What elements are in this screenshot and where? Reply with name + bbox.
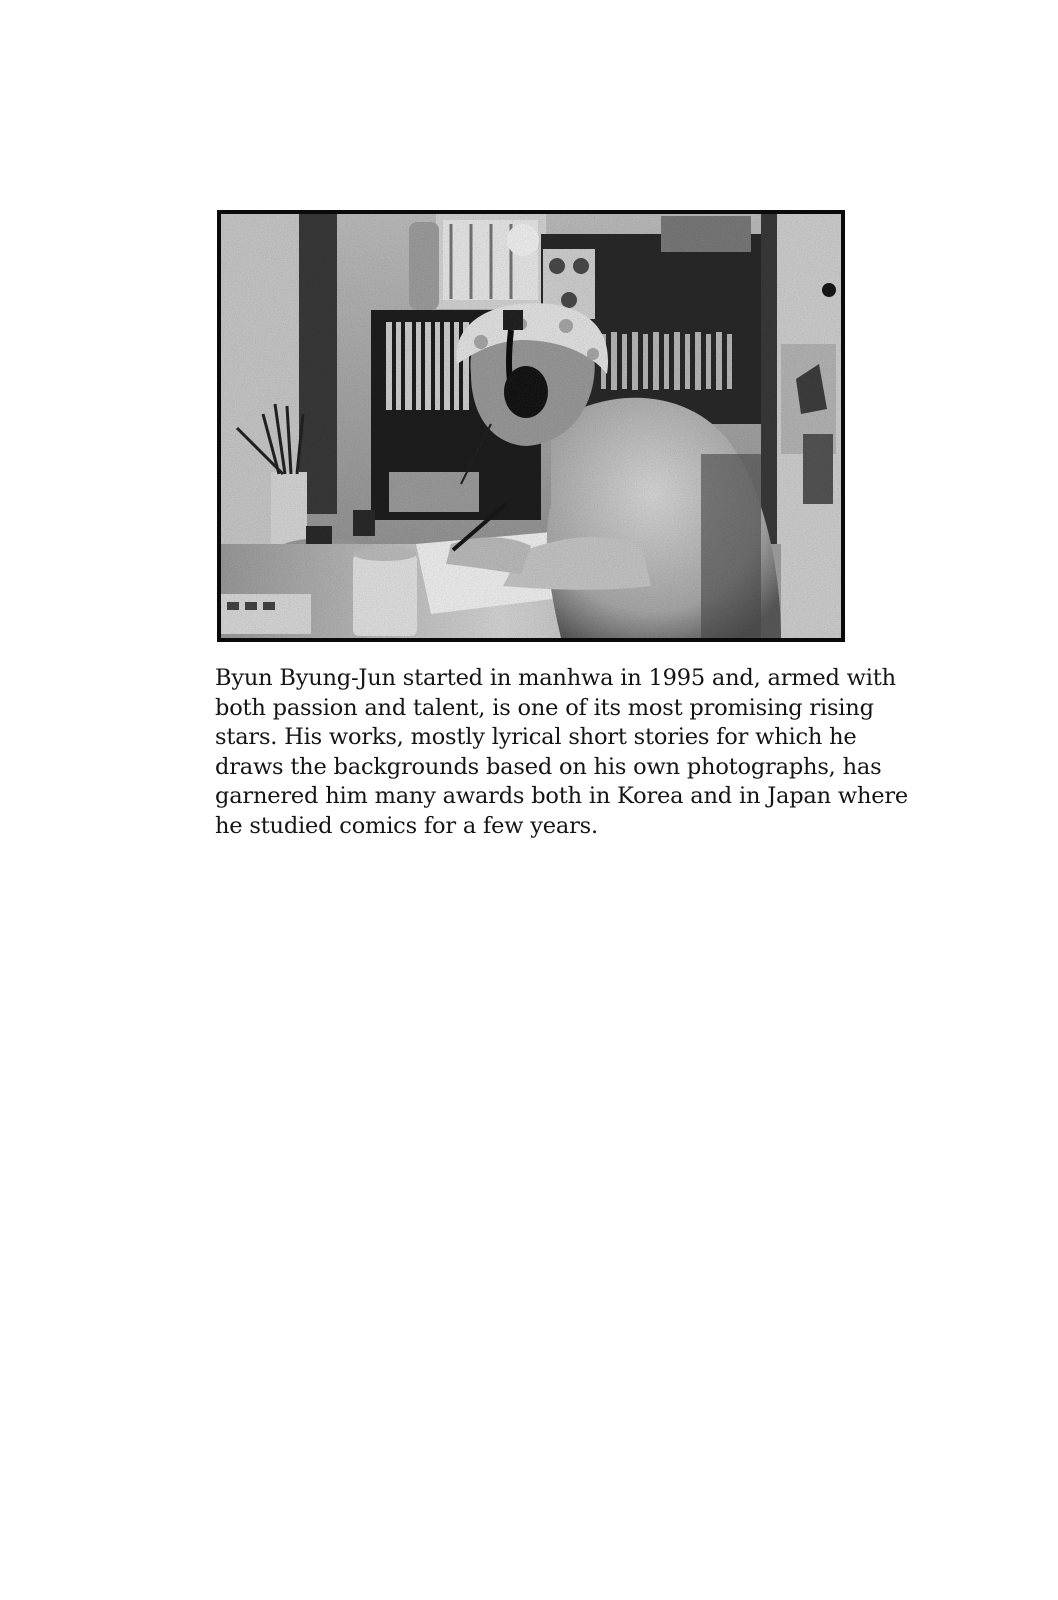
author-photo <box>217 210 845 642</box>
author-bio-caption <box>215 664 909 841</box>
caption-line: both passion and talent, is one of its most promising rising <box>215 694 874 721</box>
caption-line: draws the backgrounds based on his own photographs, has <box>215 753 882 780</box>
author-photo-image <box>221 214 841 638</box>
caption-line: garnered him many awards both in Korea and in Japan where <box>215 783 909 809</box>
caption-line: he studied comics for a few years. <box>215 812 598 839</box>
caption-line: stars. His works, mostly lyrical short stories for which he <box>215 724 857 750</box>
caption-line: Byun Byung-Jun started in manhwa in 1995 and, armed with <box>215 665 896 691</box>
